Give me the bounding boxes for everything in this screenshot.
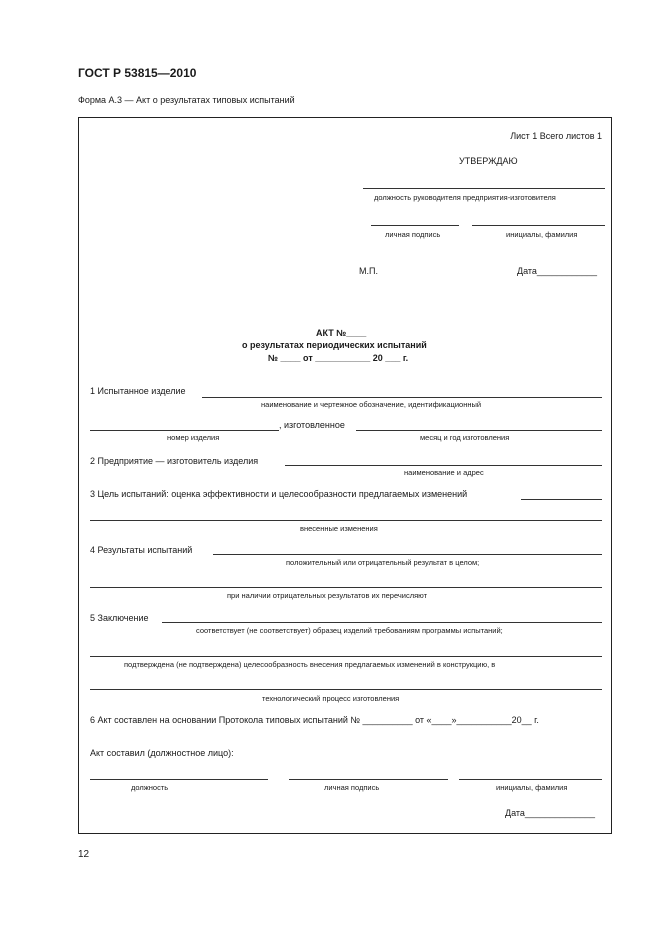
compiled-name-caption: инициалы, фамилия <box>496 783 568 792</box>
item4-line <box>213 554 602 555</box>
item5-label: 5 Заключение <box>90 613 149 623</box>
item1-caption: наименование и чертежное обозначение, идентификационный <box>261 400 482 409</box>
compiled-position-caption: должность <box>131 783 169 792</box>
item4-caption2: при наличии отрицательных результатов их перечисляют <box>227 591 428 600</box>
sheet-count: Лист 1 Всего листов 1 <box>510 131 602 141</box>
form-frame <box>78 117 612 834</box>
seal-label: М.П. <box>359 266 378 276</box>
compiled-signature-caption: личная подпись <box>324 783 380 792</box>
item2-label: 2 Предприятие — изготовитель изделия <box>90 456 259 466</box>
item4-line2 <box>90 587 602 588</box>
act-number: АКТ №____ <box>316 328 367 338</box>
compiled-name-line <box>459 779 602 780</box>
item5-caption2: подтверждена (не подтверждена) целесообразность внесения предлагаемых изменений в конструкцию, в <box>124 660 496 669</box>
approve-name-line <box>472 225 605 226</box>
item5-caption1: соответствует (не соответствует) образец изделий требованиям программы испытаний; <box>196 626 503 635</box>
item1-date-line <box>356 430 602 431</box>
approve-position-caption: должность руководителя предприятия-изготовителя <box>374 193 556 202</box>
item1-label: 1 Испытанное изделие <box>90 386 186 396</box>
approve-position-line <box>363 188 605 189</box>
compiled-position-line <box>90 779 268 780</box>
item1-number-caption: номер изделия <box>167 433 220 442</box>
compiled-label: Акт составил (должностное лицо): <box>90 748 234 758</box>
form-caption: Форма А.3 — Акт о результатах типовых испытаний <box>78 95 295 105</box>
compiled-date: Дата______________ <box>505 808 596 818</box>
standard-title: ГОСТ Р 53815—2010 <box>78 66 197 80</box>
act-subject: о результатах периодических испытаний <box>242 340 427 350</box>
item4-label: 4 Результаты испытаний <box>90 545 193 555</box>
item5-line2 <box>90 656 602 657</box>
page-number: 12 <box>78 849 90 860</box>
item6-text: 6 Акт составлен на основании Протокола типовых испытаний № __________ от «____»___________20__ г. <box>90 715 539 725</box>
item2-caption: наименование и адрес <box>404 468 484 477</box>
item5-line <box>162 622 602 623</box>
item5-line3 <box>90 689 602 690</box>
item3-label: 3 Цель испытаний: оценка эффективности и целесообразности предлагаемых изменений <box>90 489 468 499</box>
approve-name-caption: инициалы, фамилия <box>506 230 578 239</box>
item1-date-caption: месяц и год изготовления <box>420 433 510 442</box>
item3-line <box>90 520 602 521</box>
item1-number-line <box>90 430 279 431</box>
approve-date: Дата____________ <box>517 266 597 276</box>
item2-line <box>285 465 602 466</box>
act-date: № ____ от ___________ 20 ___ г. <box>268 353 409 363</box>
item3-caption: внесенные изменения <box>300 524 378 533</box>
approve-signature-line <box>371 225 459 226</box>
item3-tail-line <box>521 499 602 500</box>
approve-signature-caption: личная подпись <box>385 230 441 239</box>
item1-line <box>202 397 602 398</box>
item5-caption3: технологический процесс изготовления <box>262 694 400 703</box>
compiled-signature-line <box>289 779 448 780</box>
item4-caption1: положительный или отрицательный результат в целом; <box>286 558 480 567</box>
approve-title: УТВЕРЖДАЮ <box>459 156 518 166</box>
item1-made-label: , изготовленное <box>279 420 345 430</box>
